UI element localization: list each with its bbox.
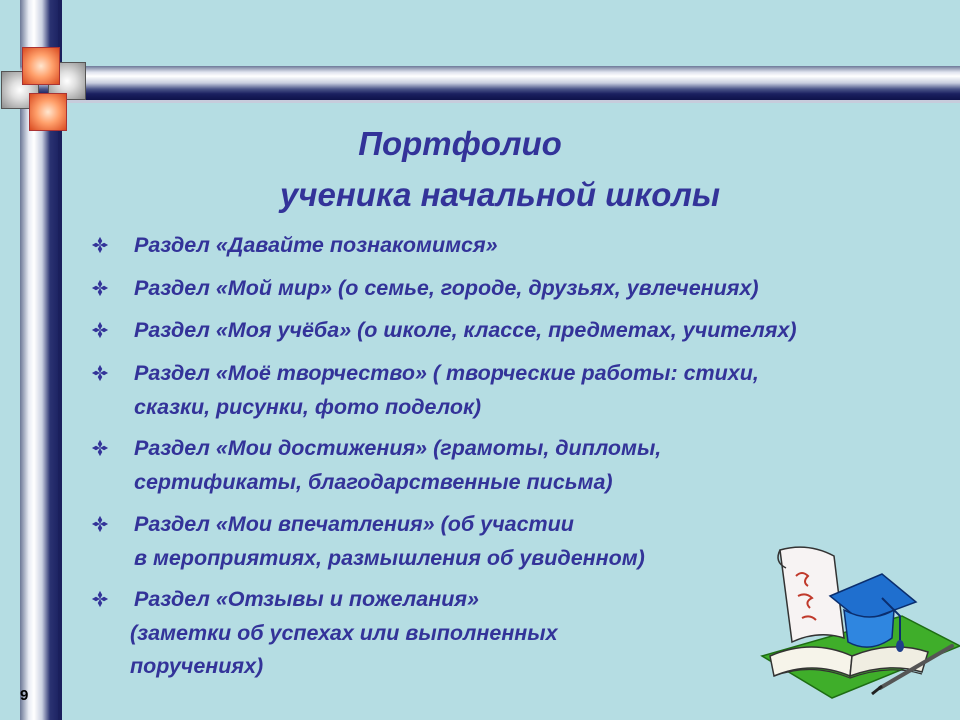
diamond-bullet-icon — [91, 439, 109, 457]
diamond-bullet-icon — [91, 364, 109, 382]
list-item-text: Раздел «Моя учёба» (о школе, классе, предметах, учителях) — [134, 318, 797, 342]
list-item-text: Раздел «Моё творчество» ( творческие работы: стихи, — [134, 360, 759, 385]
diamond-bullet-icon — [91, 515, 109, 533]
diamond-bullet-icon — [91, 279, 109, 297]
diamond-bullet-icon — [91, 590, 109, 608]
list-item — [86, 431, 960, 499]
slide-title-line-2: ученика начальной школы — [279, 176, 721, 213]
diamond-bullet-icon — [91, 321, 109, 339]
list-item-text: Раздел «Мои впечатления» (об участии — [134, 511, 574, 536]
list-item — [86, 271, 960, 306]
list-item-text: Раздел «Мои достижения» (грамоты, дипломы, — [134, 436, 662, 460]
list-item-text: Раздел «Давайте познакомимся» — [134, 233, 498, 257]
list-item-text: Раздел «Мой мир» (о семье, городе, друзьях, увлечениях) — [134, 275, 759, 300]
list-item-text-continued: (заметки об успехах или выполненных — [130, 621, 558, 645]
list-item-text: Раздел «Отзывы и пожелания» — [134, 587, 479, 611]
list-item — [86, 313, 960, 348]
list-item — [86, 228, 960, 263]
list-item-text-continued: в мероприятиях, размышления об увиденном) — [134, 545, 645, 570]
list-item-text-continued: сказки, рисунки, фото поделок) — [134, 394, 482, 419]
list-item — [86, 356, 960, 424]
page-number: 9 — [20, 687, 29, 704]
top-decorative-bar — [20, 66, 960, 100]
top-bar-underline — [20, 100, 960, 103]
slide-title-line-1: Портфолио — [358, 125, 562, 162]
diamond-bullet-icon — [91, 236, 109, 254]
graduation-cap-and-book-icon — [752, 538, 960, 720]
decor-square-orange-top — [22, 47, 60, 85]
list-item-text-continued: сертификаты, благодарственные письма) — [134, 470, 613, 494]
list-item-text-continued: поручениях) — [130, 654, 264, 678]
